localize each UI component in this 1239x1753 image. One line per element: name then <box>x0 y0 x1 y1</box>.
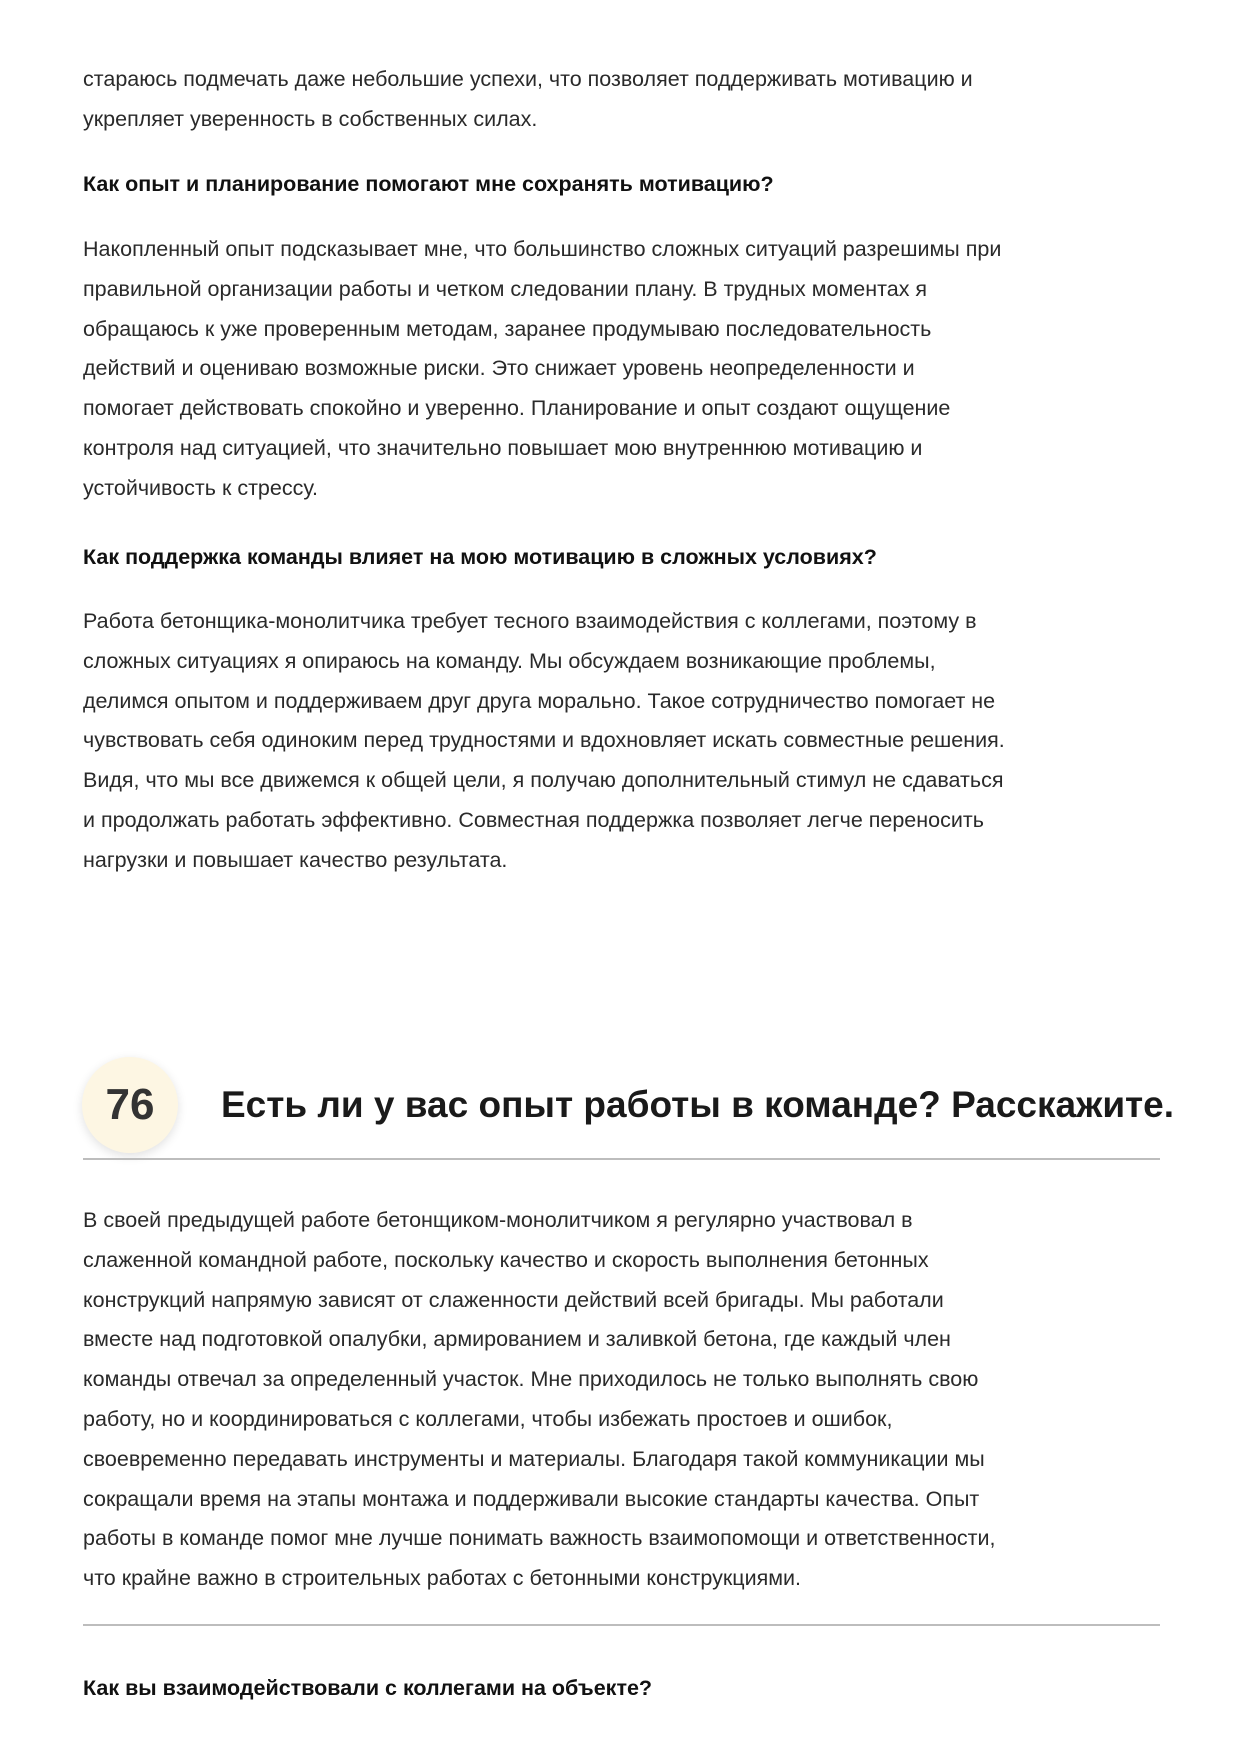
text-line: своевременно передавать инструменты и материалы. Благодаря такой коммуникации мы <box>83 1446 985 1471</box>
sub-heading: Как поддержка команды влияет на мою мотивацию в сложных условиях? <box>83 545 877 569</box>
text-line: команды отвечал за определенный участок. Мне приходилось не только выполнять свою <box>83 1367 979 1392</box>
text-line: вместе над подготовкой опалубки, армированием и заливкой бетона, где каждый член <box>83 1327 951 1352</box>
text-line: Накопленный опыт подсказывает мне, что большинство сложных ситуаций разрешимы при <box>83 237 1002 261</box>
text-line: сложных ситуациях я опираюсь на команду. Мы обсуждаем возникающие проблемы, <box>83 648 936 673</box>
answer-paragraph <box>83 1201 1173 1599</box>
question-title: Есть ли у вас опыт работы в команде? Расскажите. <box>221 1084 1175 1125</box>
text-line: обращаюсь к уже проверенным методам, заранее продумываю последовательность <box>83 316 932 341</box>
text-line: сокращали время на этапы монтажа и поддерживали высокие стандарты качества. Опыт <box>83 1486 980 1511</box>
intro-paragraph <box>83 60 1173 140</box>
text-line: работы в команде помог мне лучше понимать важность взаимопомощи и ответственности, <box>83 1526 996 1551</box>
text-line: Работа бетонщика-монолитчика требует тесного взаимодействия с коллегами, поэтому в <box>83 609 977 633</box>
text-line: стараюсь подмечать даже небольшие успехи, что позволяет поддерживать мотивацию и <box>83 67 973 91</box>
text-line: и продолжать работать эффективно. Совместная поддержка позволяет легче переносить <box>83 807 984 832</box>
question-number-badge: 76 <box>82 1057 178 1153</box>
text-line: Видя, что мы все движемся к общей цели, я получаю дополнительный стимул не сдаваться <box>83 768 1004 793</box>
follow-up-heading: Как вы взаимодействовали с коллегами на объекте? <box>83 1676 653 1700</box>
text-line: работу, но и координироваться с коллегами, чтобы избежать простоев и ошибок, <box>83 1406 893 1431</box>
paragraph <box>83 230 1173 509</box>
text-line: слаженной командной работе, поскольку качество и скорость выполнения бетонных <box>83 1247 929 1272</box>
divider <box>83 1624 1160 1626</box>
text-line: нагрузки и повышает качество результата. <box>83 847 508 872</box>
divider <box>83 1158 1160 1160</box>
text-line: конструкций напрямую зависят от слаженности действий всей бригады. Мы работали <box>83 1287 944 1312</box>
text-line: устойчивость к стрессу. <box>83 475 318 500</box>
text-line: В своей предыдущей работе бетонщиком-монолитчиком я регулярно участвовал в <box>83 1208 913 1232</box>
sub-heading: Как опыт и планирование помогают мне сохранять мотивацию? <box>83 172 774 196</box>
text-line: укрепляет уверенность в собственных силах. <box>83 106 538 131</box>
text-line: правильной организации работы и четком следовании плану. В трудных моментах я <box>83 276 928 301</box>
text-line: действий и оцениваю возможные риски. Это снижает уровень неопределенности и <box>83 356 915 381</box>
text-line: чувствовать себя одиноким перед трудностями и вдохновляет искать совместные решения. <box>83 728 1005 753</box>
text-line: делимся опытом и поддерживаем друг друга морально. Такое сотрудничество помогает не <box>83 688 996 713</box>
paragraph <box>83 602 1173 881</box>
text-line: что крайне важно в строительных работах с бетонными конструкциями. <box>83 1566 802 1591</box>
text-line: контроля над ситуацией, что значительно повышает мою внутреннюю мотивацию и <box>83 435 923 460</box>
text-line: помогает действовать спокойно и уверенно. Планирование и опыт создают ощущение <box>83 396 951 421</box>
